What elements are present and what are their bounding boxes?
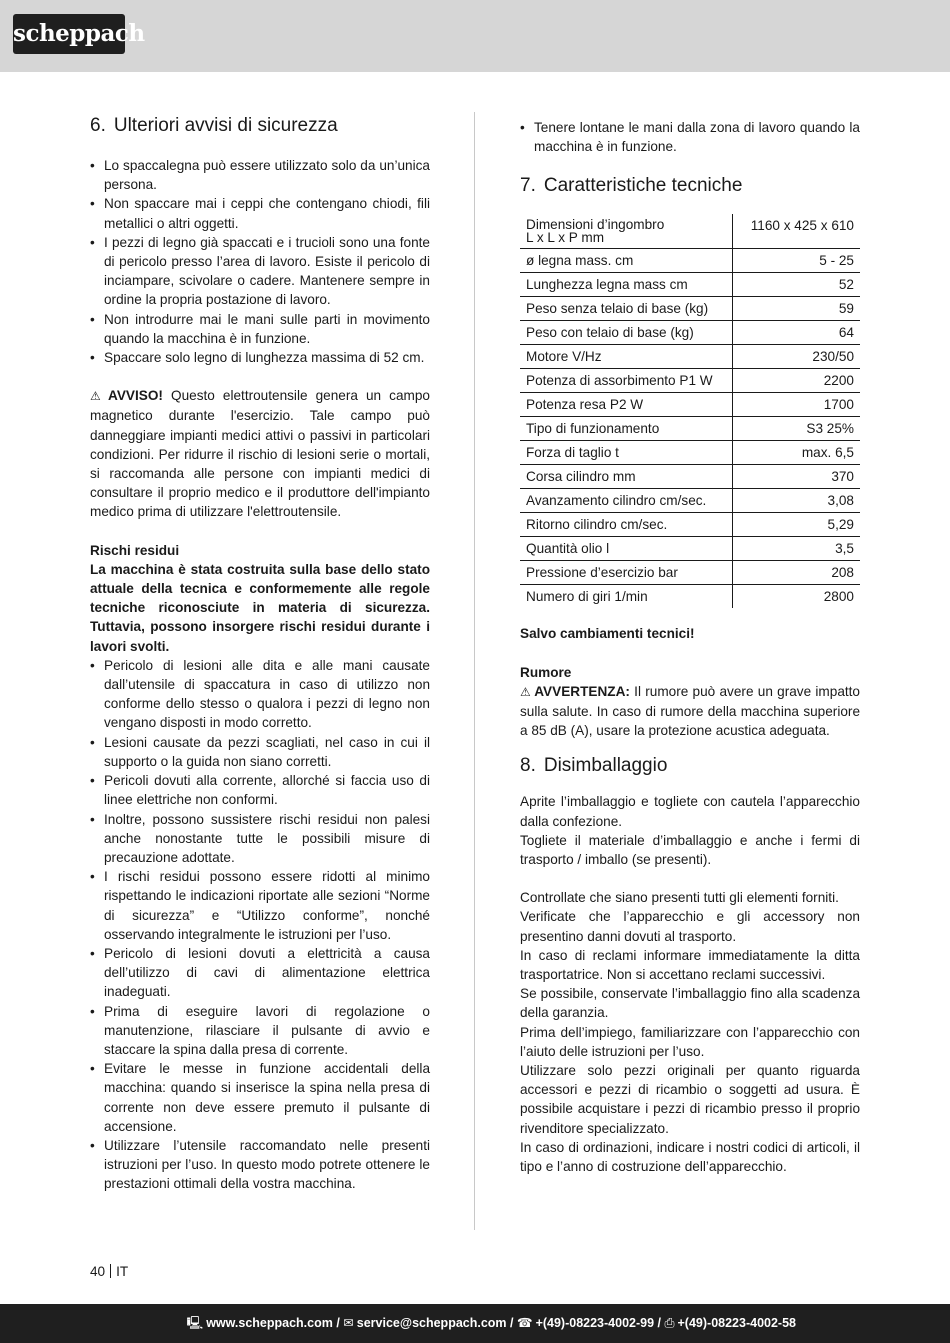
table-row: Numero di giri 1/min 2800 [520,585,860,609]
right-column [520,118,860,1176]
left-column [90,112,430,1194]
residual-risks-intro: La macchina è stata costruita sulla base dello stato attuale della tecnica e conformemente alle regole tecniche riconosciute in materia di sicurezza. Tuttavia, possono insorgere rischi residui durante i lavori svolti. [90,561,430,654]
fax-number: +(49)-08223-4002-58 [677,1316,796,1330]
list-item: • I pezzi di legno già spaccati e i trucioli sono una fonte di pericolo presso l’area di lavoro. Esiste il pericolo di inciampare, scivolare o cadere. Mantenere sempre in ordine la propria postazione di lavoro. [90,233,430,310]
unpacking-paragraph: Togliete il materiale d’imballaggio e anche i fermi di trasporto / imballo (se presenti). [520,832,860,868]
unpacking-paragraph: Verificate che l’apparecchio e gli accessory non presentino danni dovuti al trasporto. [520,909,860,944]
unpacking-paragraph: Prima dell’impiego, familiarizzare con l’apparecchio con l’aiuto delle istruzioni per l’uso. [520,1024,860,1059]
section-8-heading: 8. Disimballaggio [520,755,668,777]
list-item: • Lo spaccalegna può essere utilizzato solo da un’unica persona. [90,156,430,194]
list-item: • Non introdurre mai le mani sulle parti in movimento quando la macchina è in funzione. [90,310,430,348]
table-row: Lunghezza legna mass cm 52 [520,273,860,297]
table-row: Potenza resa P2 W 1700 [520,393,860,417]
list-item: • I rischi residui possono essere ridotti al minimo rispettando le indicazioni riportate alle sezioni “Norme di sicurezza” e “Utilizzo conforme”, nonché osservando integralmente le istruzioni per l’uso. [90,867,430,944]
table-row: Corsa cilindro mm 370 [520,465,860,489]
phone-icon: ☎ [516,1316,533,1330]
unpacking-paragraph: Se possibile, conservate l’imballaggio fino alla scadenza della garanzia. [520,986,860,1021]
scheppach-logo: scheppach [13,14,125,54]
residual-risks-list [90,656,430,1194]
table-row: Pressione d’esercizio bar 208 [520,561,860,585]
page-footer [0,1304,950,1343]
phone-number: +(49)-08223-4002-99 / [535,1316,661,1330]
warning-triangle-icon: ⚠ [90,389,106,404]
page-number: 40 IT [90,1264,129,1279]
page-header [0,0,950,72]
fax-icon: ⎙ [664,1316,675,1330]
table-row: Peso con telaio di base (kg) 64 [520,321,860,345]
technical-changes-note: Salvo cambiamenti tecnici! [520,626,695,642]
safety-bullet-list [90,156,430,367]
table-row: Quantità olio l 3,5 [520,537,860,561]
list-item: • Spaccare solo legno di lunghezza massima di 52 cm. [90,348,430,367]
list-item: • Utilizzare l’utensile raccomandato nelle presenti istruzioni per l’uso. In questo modo potrete ottenere le prestazioni ottimali della vostra macchina. [90,1136,430,1194]
noise-warning: ⚠ AVVERTENZA: Il rumore può avere un grave impatto sulla salute. In caso di rumore della macchina superiore a 85 dB (A), usare la protezione acustica adeguata. [520,683,860,739]
table-row: Dimensioni d’ingombro L x L x P mm 1160 x 425 x 610 [520,214,860,249]
continued-bullet-list [520,118,860,156]
section-7-heading: 7. Caratteristiche tecniche [520,175,743,197]
table-row: Peso senza telaio di base (kg) 59 [520,297,860,321]
table-row: Forza di taglio t max. 6,5 [520,441,860,465]
noise-title: Rumore [520,664,572,680]
computer-icon: 🖳 [186,1316,204,1330]
list-item: • Non spaccare mai i ceppi che contengano chiodi, fili metallici o altri oggetti. [90,194,430,232]
list-item: • Inoltre, possono sussistere rischi residui non palesi anche nonostante tutte le possibili misure di precauzione adottate. [90,810,430,868]
unpacking-paragraph: In caso di ordinazioni, indicare i nostri codici di articoli, il tipo e l’anno di costruzione dell’apparecchio. [520,1139,860,1175]
list-item: • Pericolo di lesioni dovuti a elettricità a causa dell’utilizzo di cavi di alimentazione elettrica inadeguati. [90,944,430,1002]
email-link[interactable]: service@scheppach.com / [356,1316,514,1330]
list-item: • Prima di eseguire lavori di regolazione o manutenzione, rilasciare il pulsante di avvio e staccare la spina dalla presa di corrente. [90,1002,430,1060]
list-item: • Pericoli dovuti alla corrente, allorché si faccia uso di linee elettriche non conformi. [90,771,430,809]
unpacking-paragraph: Aprite l’imballaggio e togliete con cautela l’apparecchio dalla confezione. [520,794,860,829]
list-item: • Pericolo di lesioni alle dita e alle mani causate dall’utensile di spaccatura in caso di utilizzo non conforme dello stesso o qualora i pezzi di legno non vengano disposti in modo corretto. [90,656,430,733]
table-row: ø legna mass. cm 5 - 25 [520,249,860,273]
table-row: Tipo di funzionamento S3 25% [520,417,860,441]
website-link[interactable]: www.scheppach.com / [206,1316,340,1330]
technical-specs-table [520,214,860,608]
unpacking-paragraph: In caso di reclami informare immediatamente la ditta trasportatrice. Non si accettano reclami successivi. [520,947,860,983]
list-item: • Tenere lontane le mani dalla zona di lavoro quando la macchina è in funzione. [520,118,860,156]
column-divider [474,112,475,1230]
list-item: • Lesioni causate da pezzi scagliati, nel caso in cui il supporto o la guida non siano corretti. [90,733,430,771]
table-row: Motore V/Hz 230/50 [520,345,860,369]
list-item: • Evitare le messe in funzione accidentali della macchina: quando si inserisce la spina nella presa di corrente non deve essere premuto il pulsante di accensione. [90,1059,430,1136]
warning-triangle-icon: ⚠ [520,684,532,699]
table-row: Ritorno cilindro cm/sec. 5,29 [520,513,860,537]
mail-icon: ✉ [343,1316,354,1330]
section-6-heading: 6. Ulteriori avvisi di sicurezza [90,115,338,136]
residual-risks-title: Rischi residui [90,542,180,558]
table-row: Avanzamento cilindro cm/sec. 3,08 [520,489,860,513]
magnetic-field-warning: ⚠ AVVISO! Questo elettroutensile genera un campo magnetico durante l'esercizio. Tale campo può danneggiare impianti medici attivi o passivi in particolari condizioni. Per ridurre il rischio di lesioni serie o mortali, si raccomanda alle persone con impianti medici di consultare il proprio medico e il produttore dell'impianto medico prima di utilizzare l'elettroutensile. [90,388,430,520]
unpacking-paragraph: Utilizzare solo pezzi originali per quanto riguarda accessori e pezzi di ricambio o soggetti ad usura. È possibile acquistare i pezzi di ricambio presso il proprio rivenditore specializzato. [520,1063,860,1136]
unpacking-paragraph: Controllate che siano presenti tutti gli elementi forniti. [520,890,839,906]
table-row: Potenza di assorbimento P1 W 2200 [520,369,860,393]
